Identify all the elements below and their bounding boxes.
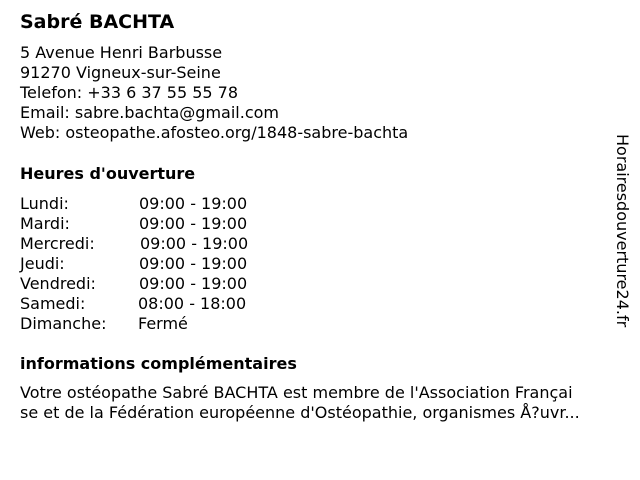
day-label: Dimanche: xyxy=(20,314,107,333)
time-range: 08:00 - 18:00 xyxy=(138,294,247,313)
site-watermark: Horairesdouverture24.fr xyxy=(613,134,632,328)
additional-info-line-1: Votre ostéopathe Sabré BACHTA est membre de l'Association Françai xyxy=(20,383,573,402)
time-range: 09:00 - 19:00 xyxy=(139,214,248,233)
phone-line: Telefon: +33 6 37 55 55 78 xyxy=(20,83,239,102)
additional-info-text xyxy=(20,383,630,423)
day-label: Mercredi: xyxy=(20,234,95,253)
contact-block xyxy=(20,43,408,143)
time-range: 09:00 - 19:00 xyxy=(140,234,249,253)
time-range: Fermé xyxy=(138,314,188,333)
address-line-city: 91270 Vigneux-sur-Seine xyxy=(20,63,221,82)
day-label: Lundi: xyxy=(20,194,69,213)
business-name: Sabré BACHTA xyxy=(20,11,175,33)
web-line: Web: osteopathe.afosteo.org/1848-sabre-bachta xyxy=(20,123,409,142)
time-range: 09:00 - 19:00 xyxy=(139,274,248,293)
address-line-street: 5 Avenue Henri Barbusse xyxy=(20,43,223,62)
day-label: Mardi: xyxy=(20,214,70,233)
day-label: Jeudi: xyxy=(20,254,65,273)
time-range: 09:00 - 19:00 xyxy=(139,254,248,273)
day-label: Vendredi: xyxy=(20,274,96,293)
additional-info-line-2: se et de la Fédération européenne d'Ostéopathie, organismes Å?uvr... xyxy=(20,403,580,422)
additional-info-heading: informations complémentaires xyxy=(20,354,297,373)
day-label: Samedi: xyxy=(20,294,86,313)
opening-hours-heading: Heures d'ouverture xyxy=(20,164,196,183)
email-line: Email: sabre.bachta@gmail.com xyxy=(20,103,279,122)
time-range: 09:00 - 19:00 xyxy=(139,194,248,213)
